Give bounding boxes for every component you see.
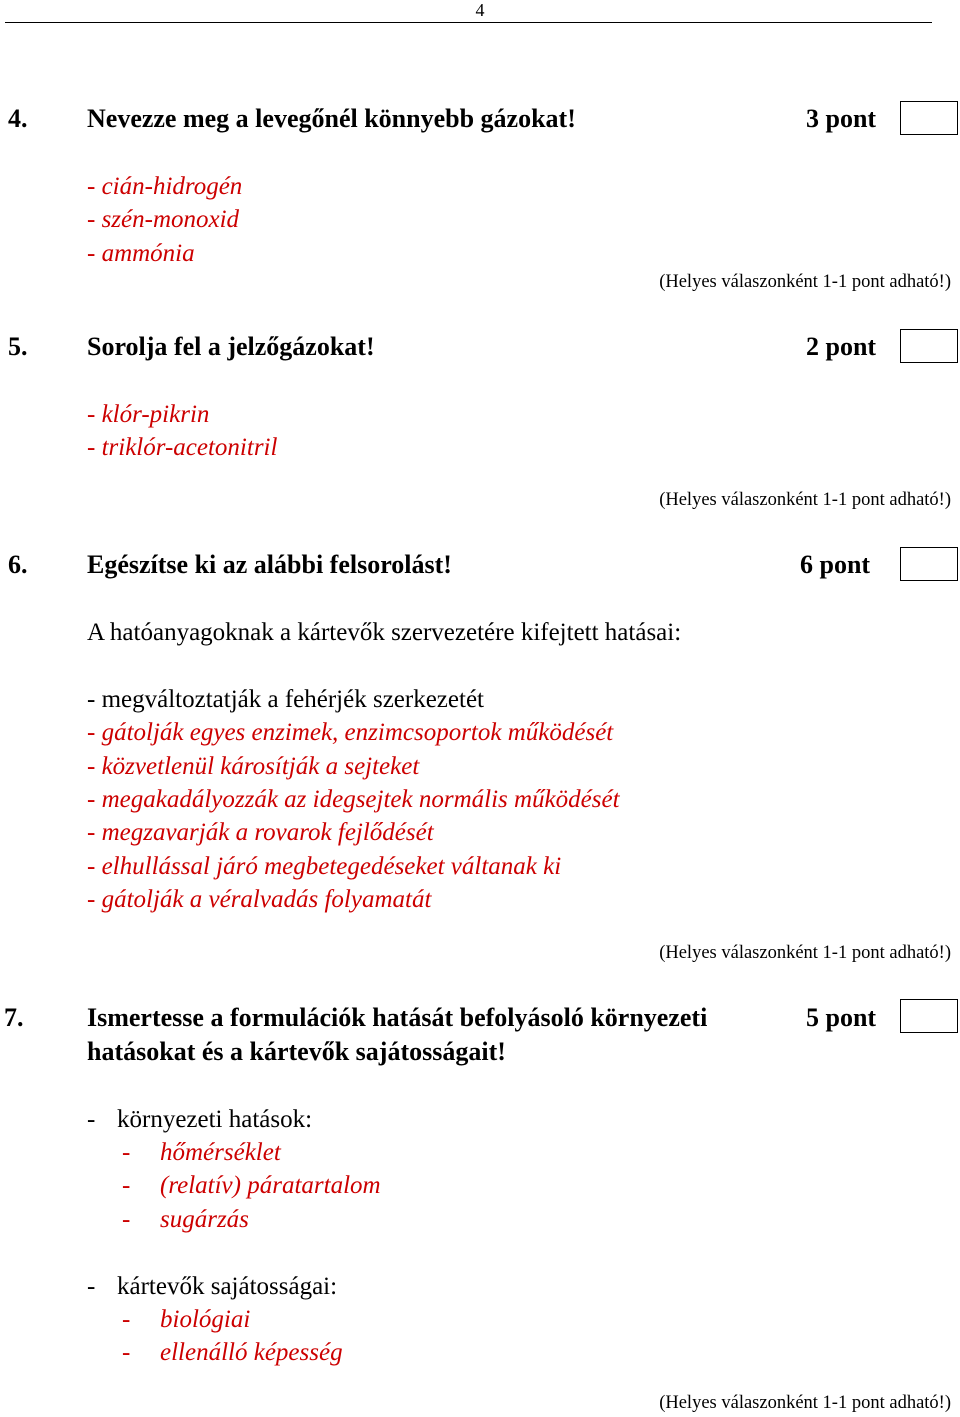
q7-score-box[interactable] [900, 999, 958, 1033]
q4-score-box[interactable] [900, 101, 958, 135]
q6-answer-5: - elhullással járó megbetegedéseket váltanak ki [87, 853, 562, 880]
q7-group2-item-1: biológiai [160, 1306, 251, 1333]
q6-number: 6. [8, 550, 28, 579]
q7-question-line-2: hatásokat és a kártevők sajátosságait! [87, 1037, 506, 1066]
q4-answer-3: - ammónia [87, 240, 195, 267]
q6-answer-4: - megzavarják a rovarok fejlődését [87, 819, 434, 846]
q6-answer-6: - gátolják a véralvadás folyamatát [87, 886, 432, 913]
q6-score-box[interactable] [900, 547, 958, 581]
page-number: 4 [475, 0, 485, 20]
q7-points: 5 pont [806, 1003, 877, 1032]
q7-group2-dash: - [87, 1273, 96, 1300]
q7-scoring-note: (Helyes válaszonként 1-1 pont adható!) [659, 1393, 951, 1413]
q5-answer-2: - triklór-acetonitril [87, 434, 278, 461]
q4-scoring-note: (Helyes válaszonként 1-1 pont adható!) [659, 272, 951, 292]
q5-question: Sorolja fel a jelzőgázokat! [87, 332, 375, 361]
q7-group1-item-1: hőmérséklet [160, 1139, 281, 1166]
q6-given-item: - megváltoztatják a fehérjék szerkezetét [87, 686, 484, 713]
q7-group1-item-2: (relatív) páratartalom [160, 1172, 381, 1199]
q5-score-box[interactable] [900, 329, 958, 363]
q6-answer-3: - megakadályozzák az idegsejtek normális működését [87, 786, 620, 813]
q5-scoring-note: (Helyes válaszonként 1-1 pont adható!) [659, 490, 951, 510]
q7-group1-dash-2: - [122, 1172, 131, 1199]
q7-question-line-1: Ismertesse a formulációk hatását befolyásoló környezeti [87, 1003, 708, 1032]
q6-question: Egészítse ki az alábbi felsorolást! [87, 550, 452, 579]
q4-answer-1: - cián-hidrogén [87, 173, 243, 200]
q6-intro: A hatóanyagoknak a kártevők szervezetére kifejtett hatásai: [87, 619, 682, 646]
q5-answer-1: - klór-pikrin [87, 401, 210, 428]
q6-answer-2: - közvetlenül károsítják a sejteket [87, 753, 420, 780]
q6-points: 6 pont [800, 550, 871, 579]
header-rule [5, 22, 932, 23]
q5-number: 5. [8, 332, 28, 361]
q6-scoring-note: (Helyes válaszonként 1-1 pont adható!) [659, 943, 951, 963]
q7-group2-label: kártevők sajátosságai: [117, 1273, 338, 1300]
q4-points: 3 pont [806, 104, 877, 133]
q7-group1-dash-3: - [122, 1206, 131, 1233]
q5-points: 2 pont [806, 332, 877, 361]
q4-question: Nevezze meg a levegőnél könnyebb gázokat! [87, 104, 576, 133]
q7-group2-dash-2: - [122, 1339, 131, 1366]
q7-number: 7. [4, 1003, 24, 1032]
q4-answer-2: - szén-monoxid [87, 206, 240, 233]
q6-answer-1: - gátolják egyes enzimek, enzimcsoportok működését [87, 719, 614, 746]
q7-group1-item-3: sugárzás [160, 1206, 249, 1233]
q7-group2-dash-1: - [122, 1306, 131, 1333]
q7-group1-dash-1: - [122, 1139, 131, 1166]
q7-group1-dash: - [87, 1106, 96, 1133]
q4-number: 4. [8, 104, 28, 133]
q7-group2-item-2: ellenálló képesség [160, 1339, 343, 1366]
q7-group1-label: környezeti hatások: [117, 1106, 313, 1133]
